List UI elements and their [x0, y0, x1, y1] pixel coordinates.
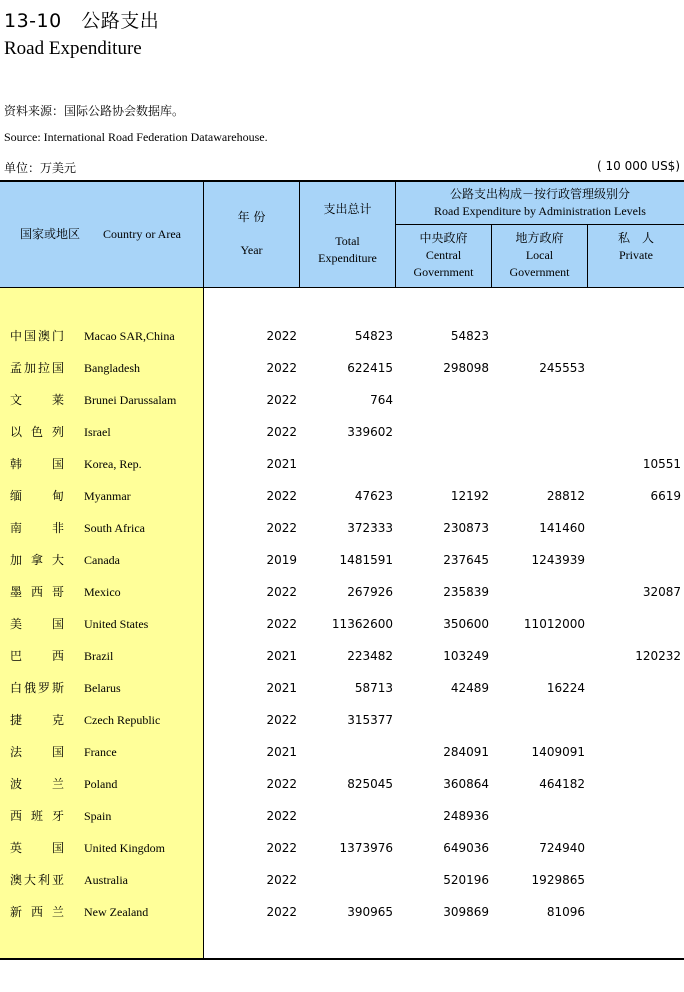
year-value: 2021: [266, 457, 297, 471]
local-government-value: 141460: [539, 521, 585, 535]
central-government-value: 248936: [443, 809, 489, 823]
total-expenditure-value: 47623: [354, 489, 393, 503]
central-government-value: 284091: [443, 745, 489, 759]
year-value: 2022: [266, 777, 297, 791]
table-row: [0, 352, 684, 384]
country-name-cn: 以色列: [10, 425, 64, 439]
country-name-en: Belarus: [84, 681, 121, 695]
total-expenditure-value: 1481591: [339, 553, 393, 567]
year-value: 2022: [266, 809, 297, 823]
total-expenditure-value: 223482: [347, 649, 393, 663]
table-row: [0, 384, 684, 416]
local-government-value: 28812: [546, 489, 585, 503]
country-name-en: South Africa: [84, 521, 145, 535]
total-expenditure-value: 339602: [347, 425, 393, 439]
local-government-value: 1409091: [531, 745, 585, 759]
header-central: 中央政府 Central Government: [413, 231, 474, 279]
page-title-cn: 13-10 公路支出: [4, 10, 160, 32]
year-value: 2022: [266, 841, 297, 855]
country-name-en: France: [84, 745, 117, 759]
country-name-cn: 澳大利亚: [10, 873, 64, 887]
country-name-en: United States: [84, 617, 149, 631]
local-government-value: 16224: [546, 681, 585, 695]
total-expenditure-value: 372333: [347, 521, 393, 535]
country-name-en: United Kingdom: [84, 841, 165, 855]
year-value: 2022: [266, 425, 297, 439]
country-name-cn: 美国: [10, 617, 64, 631]
table-row: [0, 608, 684, 640]
total-expenditure-value: 825045: [347, 777, 393, 791]
central-government-value: 309869: [443, 905, 489, 919]
country-name-en: Australia: [84, 873, 128, 887]
table-row: [0, 416, 684, 448]
country-name-cn: 白俄罗斯: [10, 681, 64, 695]
year-value: 2022: [266, 905, 297, 919]
central-government-value: 12192: [450, 489, 489, 503]
header-year: 年 份 Year: [237, 210, 266, 257]
year-value: 2021: [266, 681, 297, 695]
table-row: [0, 800, 684, 832]
header-country-en: Country or Area: [103, 227, 181, 241]
year-value: 2022: [266, 585, 297, 599]
year-value: 2022: [266, 393, 297, 407]
local-government-value: 464182: [539, 777, 585, 791]
local-government-value: 1243939: [531, 553, 585, 567]
country-name-cn: 文莱: [10, 393, 64, 407]
year-value: 2022: [266, 521, 297, 535]
table-row: [0, 544, 684, 576]
country-name-cn: 西班牙: [10, 809, 64, 823]
local-government-value: 81096: [546, 905, 585, 919]
total-expenditure-value: 315377: [347, 713, 393, 727]
year-value: 2022: [266, 713, 297, 727]
source-note-cn: 资料来源：国际公路协会数据库。: [4, 104, 185, 118]
total-expenditure-value: 390965: [347, 905, 393, 919]
private-value: 120232: [635, 649, 681, 663]
total-expenditure-value: 267926: [347, 585, 393, 599]
country-name-en: New Zealand: [84, 905, 149, 919]
page-title-en: Road Expenditure: [4, 38, 142, 59]
central-government-value: 42489: [450, 681, 489, 695]
year-value: 2022: [266, 329, 297, 343]
central-government-value: 350600: [443, 617, 489, 631]
local-government-value: 11012000: [523, 617, 585, 631]
central-government-value: 520196: [443, 873, 489, 887]
private-value: 6619: [650, 489, 681, 503]
table-row: [0, 672, 684, 704]
country-name-cn: 中国澳门: [10, 329, 64, 343]
unit-label-en: ( 10 000 US$): [596, 159, 680, 173]
country-name-cn: 巴西: [10, 649, 64, 663]
source-note-en: Source: International Road Federation Datawarehouse.: [4, 130, 268, 144]
year-value: 2022: [266, 489, 297, 503]
country-name-cn: 南非: [10, 521, 64, 535]
country-name-en: Bangladesh: [84, 361, 140, 375]
country-name-cn: 捷克: [10, 713, 64, 727]
country-name-en: Mexico: [84, 585, 121, 599]
country-name-cn: 韩国: [10, 457, 64, 471]
total-expenditure-value: 764: [370, 393, 393, 407]
table-top-rule: [0, 180, 684, 182]
header-local: 地方政府 Local Government: [509, 231, 570, 279]
table-row: [0, 832, 684, 864]
country-name-en: Brunei Darussalam: [84, 393, 177, 407]
year-value: 2022: [266, 617, 297, 631]
central-government-value: 360864: [443, 777, 489, 791]
country-name-en: Myanmar: [84, 489, 131, 503]
total-expenditure-value: 1373976: [339, 841, 393, 855]
central-government-value: 298098: [443, 361, 489, 375]
table-row: [0, 480, 684, 512]
table-row: [0, 448, 684, 480]
table-row: [0, 736, 684, 768]
header-bottom-rule: [0, 287, 684, 288]
country-name-en: Macao SAR,China: [84, 329, 175, 343]
country-name-en: Brazil: [84, 649, 114, 663]
local-government-value: 1929865: [531, 873, 585, 887]
central-government-value: 230873: [443, 521, 489, 535]
central-government-value: 649036: [443, 841, 489, 855]
country-name-en: Spain: [84, 809, 112, 823]
table-row: [0, 864, 684, 896]
table-row: [0, 704, 684, 736]
total-expenditure-value: 11362600: [331, 617, 393, 631]
country-name-cn: 波兰: [10, 777, 64, 791]
country-name-en: Czech Republic: [84, 713, 161, 727]
year-value: 2022: [266, 873, 297, 887]
country-name-cn: 法国: [10, 745, 64, 759]
central-government-value: 54823: [450, 329, 489, 343]
local-government-value: 245553: [539, 361, 585, 375]
country-name-en: Poland: [84, 777, 118, 791]
year-value: 2021: [266, 649, 297, 663]
total-expenditure-value: 622415: [347, 361, 393, 375]
central-government-value: 103249: [443, 649, 489, 663]
total-expenditure-value: 54823: [354, 329, 393, 343]
private-value: 10551: [642, 457, 681, 471]
year-value: 2022: [266, 361, 297, 375]
total-expenditure-value: 58713: [354, 681, 393, 695]
country-name-cn: 英国: [10, 841, 64, 855]
table-bottom-rule: [0, 958, 684, 960]
header-country-cn: 国家或地区: [19, 227, 80, 241]
year-value: 2019: [266, 553, 297, 567]
country-name-en: Israel: [84, 425, 111, 439]
header-private: 私 人 Private: [617, 231, 654, 262]
country-name-cn: 墨西哥: [10, 585, 64, 599]
table-row: [0, 320, 684, 352]
table-row: [0, 512, 684, 544]
central-government-value: 235839: [443, 585, 489, 599]
private-value: 32087: [642, 585, 681, 599]
country-name-en: Korea, Rep.: [84, 457, 142, 471]
table-row: [0, 768, 684, 800]
country-name-cn: 缅甸: [10, 489, 64, 503]
unit-label-cn: 单位：万美元: [4, 161, 77, 175]
group-header-divider: [395, 224, 684, 225]
table-row: [0, 640, 684, 672]
central-government-value: 237645: [443, 553, 489, 567]
table-row: [0, 576, 684, 608]
country-name-cn: 加拿大: [10, 553, 64, 567]
country-name-cn: 新西兰: [10, 905, 64, 919]
year-value: 2021: [266, 745, 297, 759]
country-name-cn: 孟加拉国: [10, 361, 64, 375]
table-row: [0, 896, 684, 928]
header-total: 支出总计 Total Expenditure: [318, 202, 377, 265]
header-admin-levels: 公路支出构成－按行政管理级别分 Road Expenditure by Administration Levels: [434, 187, 646, 218]
country-name-en: Canada: [84, 553, 120, 567]
local-government-value: 724940: [539, 841, 585, 855]
